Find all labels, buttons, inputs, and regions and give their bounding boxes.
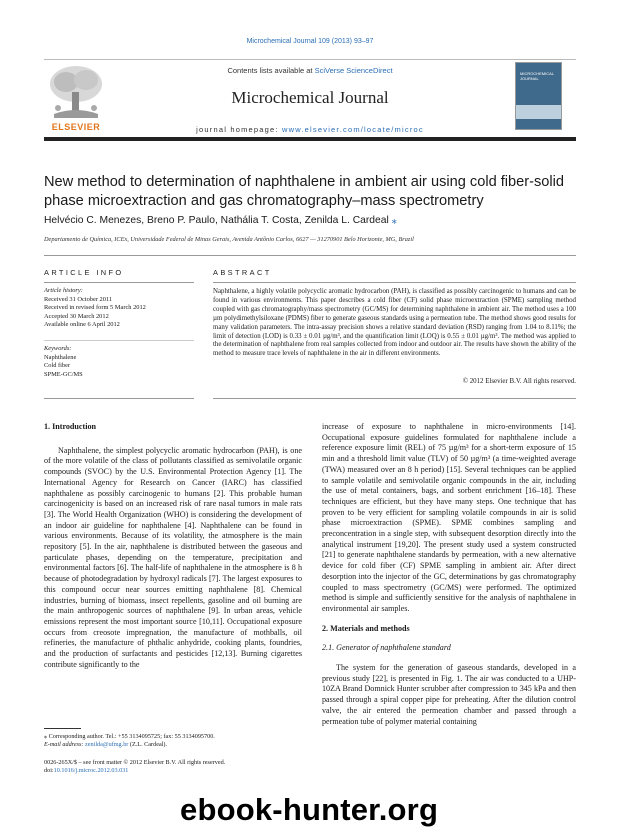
copyright: © 2012 Elsevier B.V. All rights reserved. — [462, 378, 576, 385]
divider — [213, 282, 576, 283]
divider — [44, 282, 194, 283]
issn-doi — [44, 759, 302, 776]
cover-band — [516, 105, 561, 119]
history-item: Received in revised form 5 March 2012 — [44, 304, 146, 312]
watermark-text: ebook-hunter.org — [180, 792, 439, 827]
body-paragraph: increase of exposure to naphthalene in micro-environments [14]. Occupational exposure guidelines formulated for naphthalene include a reference exposure limit (REL) of 75 µg/m³ for a short-term exposure of 15 min and a threshold limit value (TLV) of 50 µg/m³ (a time-weighted average (TWA) measured over an 8 h period) [15]. Several techniques can be applied to sample volatile and semivolatile organic compounds in the air, including the use of metal containers, bags, and sorbent enrichment [16–18]. These techniques are efficient, but they have many steps. One technique that has proven to be very efficient for sampling volatile compounds in air is solid phase microextraction (SPME). SPME combines sampling and preconcentration in a single step, with subsequent desorption directly into the analytical instrument [19,20]. The present study used a system constructed [21] to generate naphthalene standards by permeation, with a new alternative device for cold fiber (CF) SPME sampling in ambient air. After direct desorption into the injector of the GC, determinations by gas chromatography coupled to mass spectrometry (GC/MS) were performed. The optimized method is simple and sufficiently sensitive for the analysis of naphthalene in environmental air samples. — [322, 422, 576, 613]
header-band — [44, 137, 576, 141]
keyword: Naphthalene — [44, 353, 77, 361]
homepage-prefix: journal homepage: — [196, 125, 282, 134]
history-item: Received 31 October 2011 — [44, 295, 113, 303]
divider — [44, 398, 194, 399]
author-list — [44, 214, 576, 226]
issn-line: 0026-265X/$ – see front matter © 2012 Elsevier B.V. All rights reserved. — [44, 759, 226, 766]
divider — [213, 398, 576, 399]
email-line — [44, 741, 302, 749]
header-rule — [44, 59, 576, 60]
article-history — [44, 287, 194, 330]
divider — [44, 340, 194, 341]
article-title: New method to determination of naphthalene in ambient air using cold fiber-solid phase microextraction and gas chromatography–mass spectrometry — [44, 174, 565, 209]
body-paragraph: Naphthalene, the simplest polycyclic aromatic hydrocarbon (PAH), is one of the more volatile of the class of pollutants classified as semivolatile organic compounds (SVOC) by the U.S. Environmental Protection Agency [1]. The International Agency for Research on Cancer (IARC) has classified naphthalene as possibly carcinogenic to humans [2]. This probable human carcinogenicity is based on an increased risk of rare nasal tumors in male rats [3]. The World Health Organization (WHO) is considering the development of an indoor air guideline for naphthalene [4]. Naphthalene can be found in various environments. Because of its volatility, the atmosphere is the main repository [5]. In the air, naphthalene is distributed between the gaseous and particulate phases, depending on the temperature, precipitation and environmental factors [6]. The half-life of naphthalene in the atmosphere is 8 h because of photodegradation by hydroxyl radicals [7]. The largest exposures to this compound occur near sources emitting naphthalene [8]. Chemical industries, burning of biomass, insect repellents, gasoline and oil burning are the main anthropogenic sources of naphthalene [9]. In urban areas, vehicle emissions represent the most important source [10,11]. Occupational exposure occurs from creosote impregnation, the manufacture of mothballs, oil refineries, the manufacture of phthalic anhydride, cooking plants, foundries, and the production of surfactants and pesticides [12,13]. Burning cigarettes contribute significantly to the — [44, 445, 302, 669]
journal-citation[interactable]: Microchemical Journal 109 (2013) 93–97 — [246, 38, 374, 45]
section-heading: 2. Materials and methods — [322, 623, 410, 633]
footnote-rule — [44, 728, 81, 729]
article-info-heading: ARTICLE INFO — [44, 268, 124, 277]
keyword: SPME-GC/MS — [44, 370, 83, 378]
doi-line — [44, 767, 302, 775]
journal-cover-image — [515, 62, 562, 130]
doi-link[interactable]: 10.1016/j.microc.2012.03.031 — [53, 767, 129, 775]
sciencedirect-link[interactable]: SciVerse ScienceDirect — [314, 66, 393, 75]
email-suffix: (Z.L. Cardeal). — [128, 741, 168, 749]
history-label: Article history: — [44, 287, 83, 294]
section-heading: 1. Introduction — [44, 422, 97, 431]
body-paragraph: The system for the generation of gaseous standards, developed in a previous study [22], is presented in Fig. 1. The air was conducted to a UHP-10ZA Brand Domnick Hunter scrubber after compression to 345 kPa and then passed through a spiral copper pipe for preheating. After the dilution control valve, the air entered the permeation chamber and passed through a permeation tube of polymer material containing — [322, 663, 576, 726]
body-column-right — [322, 422, 576, 727]
email-link[interactable]: zenilda@ufmg.br — [85, 741, 129, 749]
affiliation: Departamento de Química, ICEx, Universidade Federal de Minas Gerais, Avenida Antônio Carlos, 6627 — 31270901 Belo Horizonte, MG, Brazil — [44, 236, 414, 243]
corresponding-author-mark[interactable]: ⁎ — [391, 215, 397, 226]
cover-title: MICROCHEMICAL JOURNAL — [520, 71, 554, 81]
footnote — [44, 733, 302, 750]
divider — [44, 255, 576, 256]
abstract-heading: ABSTRACT — [213, 268, 272, 277]
history-item: Accepted 30 March 2012 — [44, 312, 109, 320]
corresponding-author-note: ⁎ Corresponding author. Tel.: +55 3134095725; fax: 55 3134095700. — [44, 733, 215, 740]
body-column-left — [44, 422, 302, 670]
subsection-heading: 2.1. Generator of naphthalene standard — [322, 643, 451, 653]
homepage-link[interactable]: www.elsevier.com/locate/microc — [281, 125, 424, 134]
doi-prefix: doi: — [44, 767, 54, 775]
keyword: Cold fiber — [44, 362, 71, 370]
history-item: Available online 6 April 2012 — [44, 321, 120, 329]
journal-title: Microchemical Journal — [231, 88, 389, 107]
email-label: E-mail address: — [44, 741, 86, 749]
keywords — [44, 345, 194, 379]
keywords-label: Keywords: — [44, 345, 72, 352]
authors-text: Helvécio C. Menezes, Breno P. Paulo, Nathália T. Costa, Zenilda L. Cardeal — [44, 215, 389, 226]
contents-prefix: Contents lists available at — [227, 66, 315, 75]
elsevier-wordmark: ELSEVIER — [51, 122, 101, 132]
abstract-text: Naphthalene, a highly volatile polycyclic aromatic hydrocarbon (PAH), is classified as possibly carcinogenic to humans and can be found in various environments. This paper describes a cold fiber (CF) solid phase microextraction (SPME) sampling method coupled with gas chromatography/mass spectrometry (GC/MS) for determining naphthalene in ambient air. The method uses a 100 µm polydimethylsiloxane (PDMS) fiber to generate gaseous standards using a permeation tube. The method shows good results for many validation parameters. The intra-assay precision shows a relative standard deviation (RSD) ranging from 1.04 to 8.11%; the limit of detection (LOD) is 0.33 ± 0.01 µg/m³, and the quantification limit (LOQ) is 0.55 ± 0.01 µg/m³. The method was applied to the determination of naphthalene from real samples collected from indoor and outdoor air. The results have shown the ability of the method to measure trace levels of naphthalene in the air in different environments. — [213, 288, 576, 358]
